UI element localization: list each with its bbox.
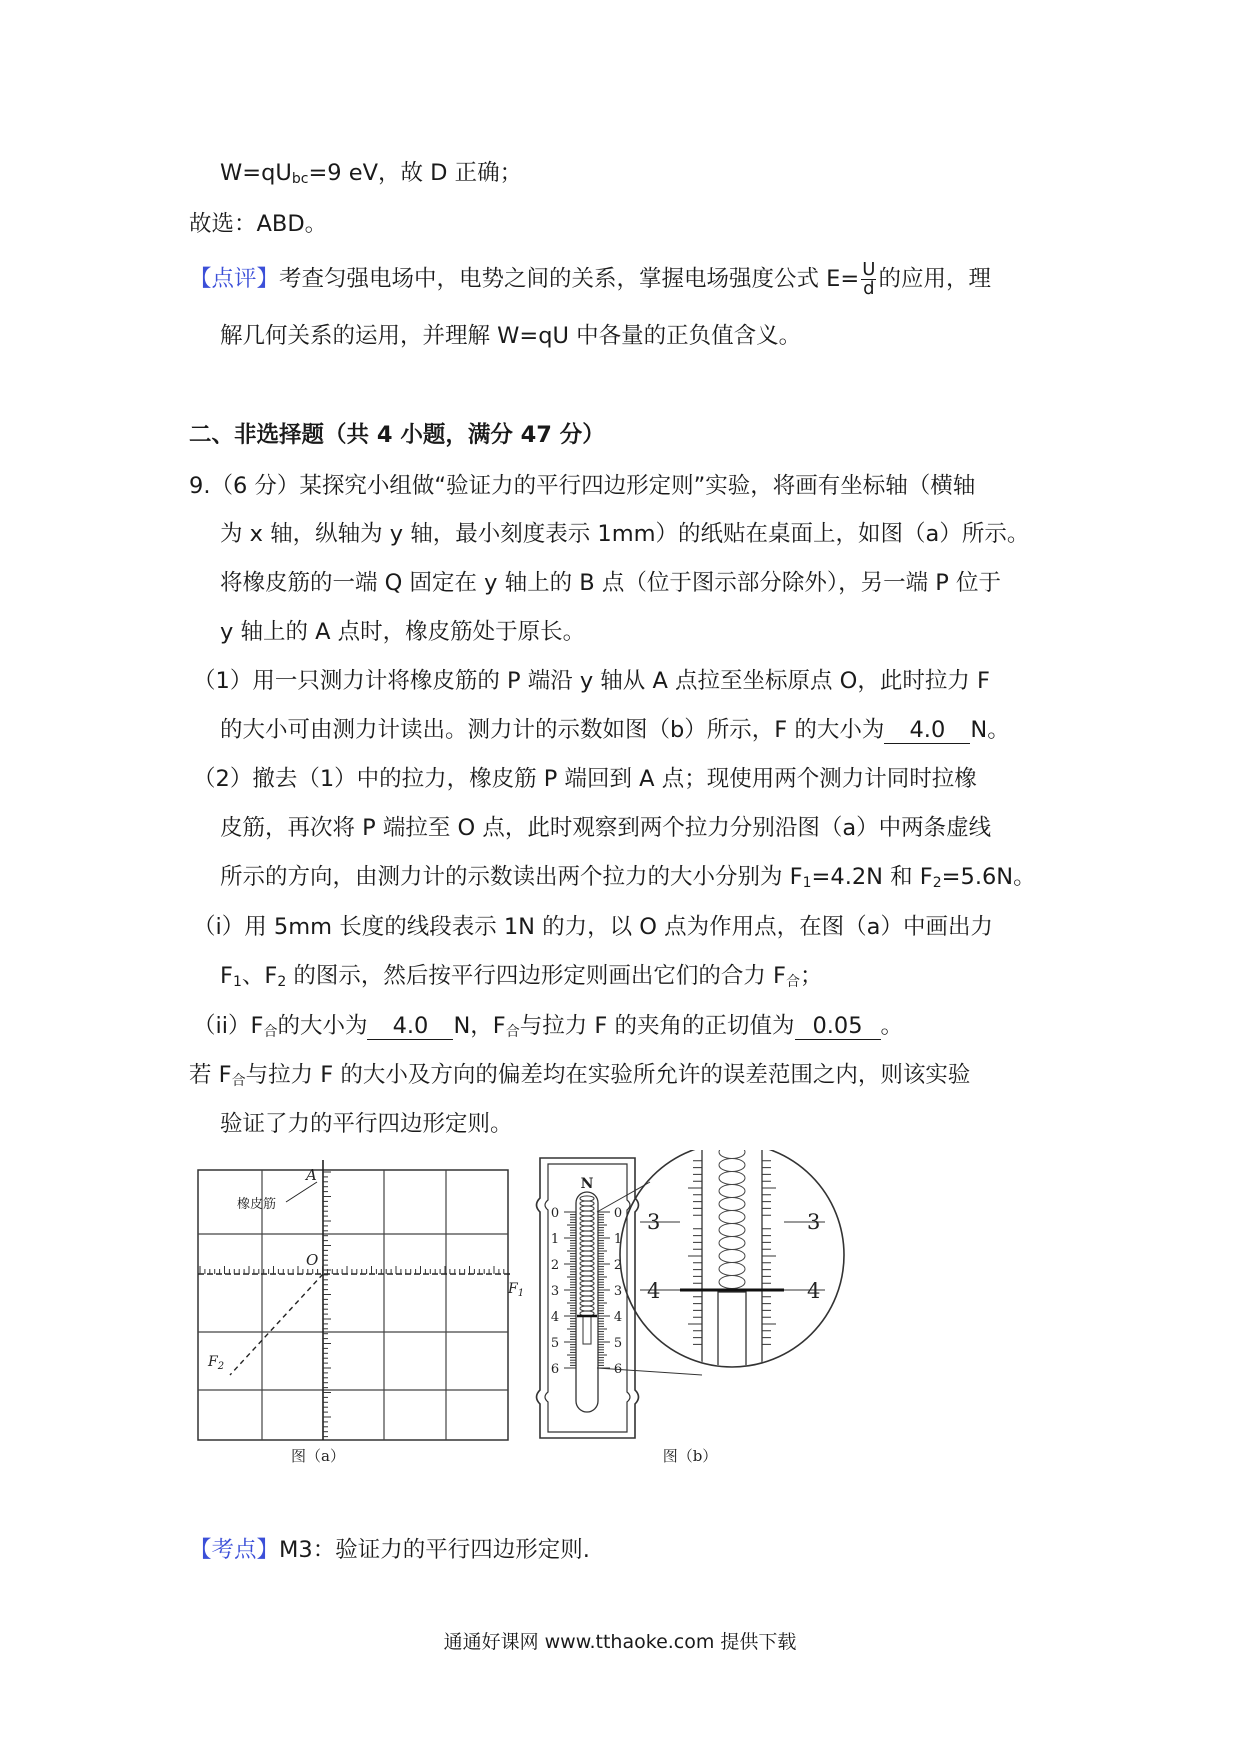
text-span: 。 bbox=[880, 1013, 904, 1039]
section-title: 二、非选择题（共 4 小题，满分 47 分） bbox=[189, 422, 605, 448]
answer-line-d bbox=[220, 158, 522, 188]
spring-turn bbox=[580, 1291, 594, 1296]
subscript: 合 bbox=[786, 974, 800, 990]
question-9-line-1: 9.（6 分）某探究小组做“验证力的平行四边形定则”实验，将画有坐标轴（横轴 bbox=[189, 473, 976, 499]
subscript: 合 bbox=[505, 1024, 520, 1040]
text-span: =9 eV，故 D 正确； bbox=[308, 160, 523, 186]
f2-direction-line bbox=[230, 1274, 323, 1375]
zoom-connector-top bbox=[597, 1182, 650, 1212]
figure-b bbox=[530, 1150, 860, 1465]
spring-turn bbox=[580, 1286, 594, 1291]
text-span: 、F bbox=[241, 963, 278, 989]
formula-fraction bbox=[861, 261, 876, 298]
rubber-band-label: 橡皮筋 bbox=[237, 1197, 277, 1212]
part-2-line-2: 皮筋，再次将 P 端拉至 O 点，此时观察到两个拉力分别沿图（a）中两条虚线 bbox=[220, 815, 992, 841]
review-paragraph bbox=[189, 261, 991, 298]
scale-label-left: 2 bbox=[550, 1258, 560, 1273]
zoom-label-4-right: 4 bbox=[807, 1279, 821, 1303]
unit-label: N bbox=[580, 1176, 594, 1192]
subscript: 2 bbox=[277, 974, 287, 990]
answer-blank: 4.0 bbox=[367, 1013, 453, 1040]
zoom-connector-bottom bbox=[597, 1368, 702, 1375]
page-footer: 通通好课网 www.tthaoke.com 提供下载 bbox=[443, 1631, 797, 1653]
text-span: 所示的方向，由测力计的示数读出两个拉力的大小分别为 F bbox=[220, 864, 803, 890]
conclusion-line-1 bbox=[189, 1060, 970, 1090]
spring-turn bbox=[580, 1221, 594, 1226]
text-span: 的应用，理 bbox=[878, 266, 991, 292]
key-point-line bbox=[189, 1535, 590, 1565]
key-point-tag: 【考点】 bbox=[189, 1537, 280, 1563]
part-i-line-1: （i）用 5mm 长度的线段表示 1N 的力，以 O 点为作用点，在图（a）中画出力 bbox=[193, 914, 993, 940]
part-2-line-1: （2）撤去（1）中的拉力，橡皮筋 P 端回到 A 点；现使用两个测力计同时拉橡 bbox=[193, 766, 977, 792]
text-span: 的图示，然后按平行四边形定则画出它们的合力 F bbox=[286, 963, 786, 989]
subscript: 1 bbox=[232, 974, 242, 990]
part-2-line-3 bbox=[220, 862, 1036, 892]
spring-turn bbox=[580, 1296, 594, 1301]
spring-turn bbox=[580, 1281, 594, 1286]
spring-turn bbox=[580, 1261, 594, 1266]
text-span: 若 F bbox=[189, 1062, 232, 1088]
magnified-view bbox=[680, 1150, 784, 1382]
spring-turn bbox=[580, 1301, 594, 1306]
spring-turn bbox=[580, 1276, 594, 1281]
fraction-numerator: U bbox=[862, 259, 876, 280]
figure-a bbox=[190, 1160, 530, 1465]
scale-label-left: 4 bbox=[550, 1310, 560, 1325]
spring-turn bbox=[580, 1231, 594, 1236]
x-axis-ticks bbox=[200, 1266, 504, 1274]
scale-label-right: 3 bbox=[613, 1284, 623, 1299]
text-span: 与拉力 F 的夹角的正切值为 bbox=[519, 1013, 795, 1039]
scale-label-left: 3 bbox=[550, 1284, 560, 1299]
text-span: N，F bbox=[453, 1013, 506, 1039]
text-span: W=qU bbox=[220, 160, 292, 186]
subscript: 合 bbox=[263, 1024, 278, 1040]
scale-label-right: 5 bbox=[613, 1336, 623, 1351]
figure-a-caption: 图（a） bbox=[291, 1447, 345, 1465]
subscript: 1 bbox=[802, 875, 812, 891]
spring-coil bbox=[580, 1196, 594, 1344]
spring-turn bbox=[580, 1306, 594, 1311]
scale-label-right: 0 bbox=[613, 1206, 623, 1221]
part-1-line-2 bbox=[220, 715, 1010, 745]
rubber-band-pointer bbox=[286, 1182, 317, 1202]
answer-blank: 4.0 bbox=[884, 717, 970, 744]
spring-turn bbox=[580, 1211, 594, 1216]
spring-turn bbox=[580, 1251, 594, 1256]
question-9-line-4: y 轴上的 A 点时，橡皮筋处于原长。 bbox=[220, 619, 586, 645]
part-1-line-1: （1）用一只测力计将橡皮筋的 P 端沿 y 轴从 A 点拉至坐标原点 O，此时拉力 F bbox=[193, 668, 990, 694]
text-span: 的大小可由测力计读出。测力计的示数如图（b）所示，F 的大小为 bbox=[220, 717, 885, 743]
subscript: 合 bbox=[231, 1073, 246, 1089]
y-axis-ticks bbox=[323, 1172, 331, 1437]
scale-tube bbox=[576, 1192, 598, 1412]
magnifier-circle bbox=[620, 1150, 844, 1367]
f2-label: $F_2$ bbox=[208, 1354, 225, 1372]
question-9-line-3: 将橡皮筋的一端 Q 固定在 y 轴上的 B 点（位于图示部分除外），另一端 P 位于 bbox=[220, 570, 1001, 596]
spring-hook bbox=[583, 1316, 591, 1344]
text-span: （ii）F bbox=[193, 1013, 264, 1039]
scale-label-right: 4 bbox=[613, 1310, 623, 1325]
review-tag: 【点评】 bbox=[189, 266, 280, 292]
text-span: 与拉力 F 的大小及方向的偏差均在实验所允许的误差范围之内，则该实验 bbox=[245, 1062, 971, 1088]
conclusion-line-2: 验证了力的平行四边形定则。 bbox=[220, 1111, 513, 1137]
answer-blank: 0.05 bbox=[795, 1013, 881, 1040]
text-span: =4.2N 和 F bbox=[811, 864, 933, 890]
scale-label-right: 2 bbox=[613, 1258, 623, 1273]
answer-choice: 故选：ABD。 bbox=[189, 211, 328, 237]
scale-label-left: 0 bbox=[550, 1206, 560, 1221]
spring-turn bbox=[580, 1216, 594, 1221]
text-span: F bbox=[220, 963, 233, 989]
subscript: bc bbox=[291, 171, 309, 187]
scale-label-left: 6 bbox=[550, 1362, 560, 1377]
scale-label-left: 5 bbox=[550, 1336, 560, 1351]
scale-label-left: 1 bbox=[550, 1232, 560, 1247]
spring-turn bbox=[580, 1241, 594, 1246]
zoom-label-3-left: 3 bbox=[647, 1210, 661, 1234]
spring-turn bbox=[580, 1236, 594, 1241]
fraction-denominator: d bbox=[863, 278, 875, 299]
f1-label: $F_1$ bbox=[508, 1281, 525, 1299]
spring-turn bbox=[580, 1196, 594, 1201]
text-span: ； bbox=[800, 963, 823, 989]
figure-b-caption: 图（b） bbox=[662, 1447, 718, 1465]
text-span: N。 bbox=[970, 717, 1010, 743]
origin-o-label: O bbox=[306, 1251, 319, 1269]
question-9-line-2: 为 x 轴，纵轴为 y 轴，最小刻度表示 1mm）的纸贴在桌面上，如图（a）所示。 bbox=[220, 521, 1030, 547]
spring-turn bbox=[580, 1256, 594, 1261]
text-span: 考查匀强电场中，电势之间的关系，掌握电场强度公式 E= bbox=[279, 266, 860, 292]
part-i-line-2 bbox=[220, 961, 823, 991]
spring-turn bbox=[580, 1226, 594, 1231]
zoom-label-3-right: 3 bbox=[807, 1210, 821, 1234]
spring-turn bbox=[580, 1246, 594, 1251]
spring-turn bbox=[580, 1271, 594, 1276]
text-span: 的大小为 bbox=[277, 1013, 368, 1039]
spring-turn bbox=[580, 1266, 594, 1271]
text-span: =5.6N。 bbox=[941, 864, 1036, 890]
zoom-label-4-left: 4 bbox=[647, 1279, 661, 1303]
point-a-label: A bbox=[306, 1166, 317, 1184]
text-span: M3：验证力的平行四边形定则. bbox=[279, 1537, 590, 1563]
part-ii-line bbox=[193, 1011, 903, 1041]
spring-turn bbox=[580, 1206, 594, 1211]
spring-turn bbox=[580, 1201, 594, 1206]
scale-label-right: 1 bbox=[613, 1232, 623, 1247]
review-paragraph-cont: 解几何关系的运用，并理解 W=qU 中各量的正负值含义。 bbox=[220, 323, 802, 349]
subscript: 2 bbox=[932, 875, 942, 891]
